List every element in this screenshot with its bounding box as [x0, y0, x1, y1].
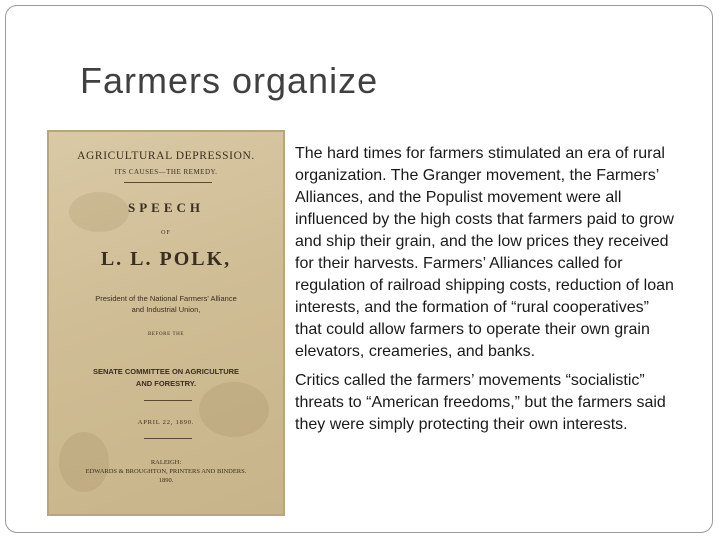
pamphlet-imprint	[49, 458, 283, 485]
body-paragraph-2: Critics called the farmers’ movements “socialistic” threats to “American freedoms,” but the farmers said they were simply protecting their own interests.	[295, 372, 666, 433]
paper-stain	[199, 382, 269, 437]
body-paragraph-1: The hard times for farmers stimulated an era of rural organization. The Granger movement, the Farmers’ Alliances, and the Populist movement were all influenced by the high costs that farmers paid to grow and ship their grain, and the low prices they received for their harvests. Farmers’ Alliances called for regulation of railroad shipping costs, reduction of loan interests, and the formation of “rural cooperatives” that could allow farmers to operate their own grain elevators, creameries, and banks.	[295, 145, 674, 360]
pamphlet-date: APRIL 22, 1890.	[137, 419, 195, 426]
slide-title: Farmers organize	[80, 60, 379, 101]
pamphlet-author-title	[49, 293, 283, 315]
pamphlet-author-title-line1: President of the National Farmers' Alliance	[95, 294, 237, 303]
pamphlet-speech-title: SPEECH	[127, 200, 204, 215]
pamphlet-committee-line1: SENATE COMMITTEE ON AGRICULTURE	[92, 367, 240, 376]
pamphlet-of: OF	[161, 230, 171, 236]
pamphlet-divider	[144, 400, 192, 401]
pamphlet-subheading: ITS CAUSES—THE REMEDY.	[114, 168, 218, 176]
pamphlet-committee	[49, 366, 283, 390]
pamphlet-committee-line2: AND FORESTRY.	[135, 379, 197, 388]
pamphlet-author-title-line2: and Industrial Union,	[131, 305, 201, 314]
pamphlet-scan-image	[47, 130, 285, 516]
pamphlet-divider	[144, 438, 192, 439]
pamphlet-imprint-year: 1890.	[158, 477, 174, 484]
pamphlet-imprint-printer: EDWARDS & BROUGHTON, PRINTERS AND BINDERS.	[85, 468, 247, 475]
pamphlet-before: BEFORE THE	[147, 332, 185, 337]
pamphlet-divider	[124, 182, 212, 183]
slide-body	[295, 143, 680, 443]
pamphlet-heading: AGRICULTURAL DEPRESSION.	[77, 150, 255, 162]
pamphlet-author-name: L. L. POLK,	[100, 248, 232, 270]
pamphlet-imprint-city: RALEIGH:	[150, 459, 182, 466]
